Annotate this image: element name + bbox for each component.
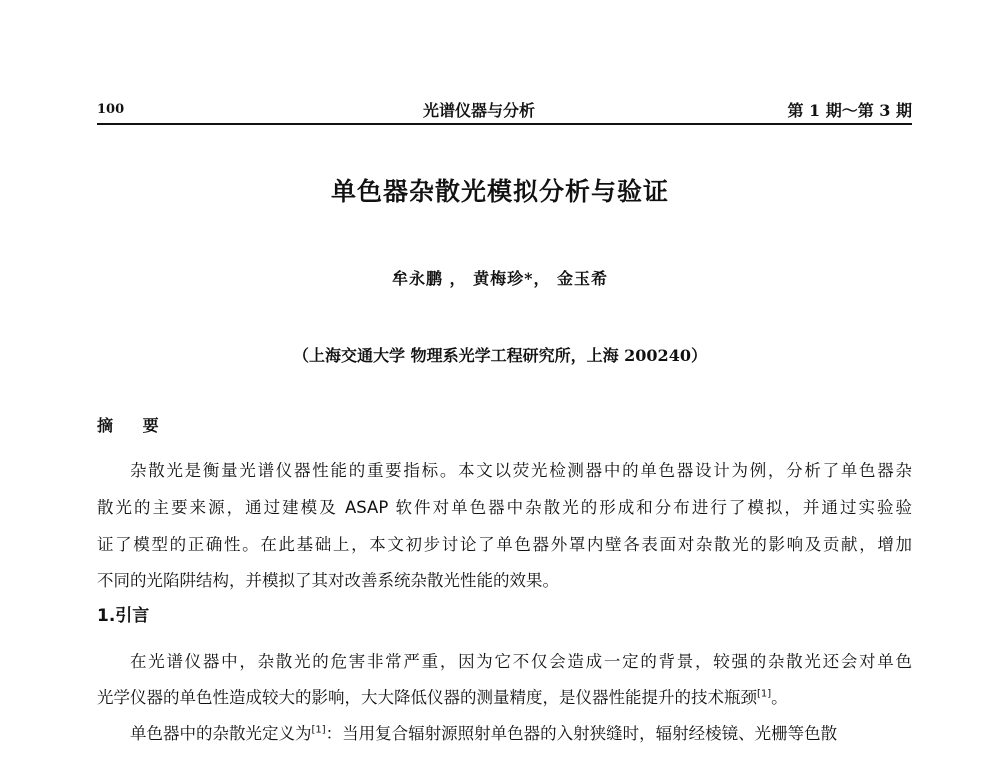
- journal-name: 光谱仪器与分析: [423, 101, 536, 120]
- header-rule: [97, 123, 912, 125]
- section-heading-intro: 1.引言: [97, 606, 150, 626]
- citation-ref: [1]: [311, 724, 326, 736]
- intro-line-2-text: 光学仪器的单色性造成较大的影响，大大降低仪器的测量精度，是仪器性能提升的技术瓶颈: [97, 688, 757, 707]
- abstract-line-3: 证了模型的正确性。在此基础上，本文初步讨论了单色器外罩内壁各表面对杂散光的影响及贡献，增加: [97, 535, 912, 554]
- abstract-line-1: 杂散光是衡量光谱仪器性能的重要指标。本文以荧光检测器中的单色器设计为例，分析了单色器杂: [130, 461, 912, 480]
- abstract-heading: 摘 要: [97, 416, 171, 435]
- intro-line-3: [130, 720, 912, 744]
- abstract-line-4: 不同的光陷阱结构，并模拟了其对改善系统杂散光性能的效果。: [97, 571, 559, 590]
- intro-line-3-rest: ：当用复合辐射源照射单色器的入射狭缝时，辐射经棱镜、光栅等色散: [325, 724, 838, 743]
- affiliation: （上海交通大学 物理系光学工程研究所，上海 200240）: [293, 346, 707, 365]
- author-list: 牟永鹏 ， 黄梅珍*， 金玉希: [391, 269, 609, 288]
- citation-ref: [1]: [757, 688, 772, 700]
- running-header: [97, 98, 912, 124]
- issue-label: 第 1 期～第 3 期: [787, 101, 912, 120]
- intro-line-2: [97, 684, 912, 708]
- abstract-line-2: 散光的主要来源，通过建模及 ASAP 软件对单色器中杂散光的形成和分布进行了模拟，并通过实验验: [97, 498, 912, 517]
- page-number: 100: [97, 102, 125, 117]
- intro-line-1: 在光谱仪器中，杂散光的危害非常严重，因为它不仅会造成一定的背景，较强的杂散光还会对单色: [130, 652, 912, 671]
- paper-title: 单色器杂散光模拟分析与验证: [330, 177, 669, 206]
- intro-line-2-end: 。: [771, 688, 788, 707]
- intro-line-3-start: 单色器中的杂散光定义为: [130, 724, 312, 743]
